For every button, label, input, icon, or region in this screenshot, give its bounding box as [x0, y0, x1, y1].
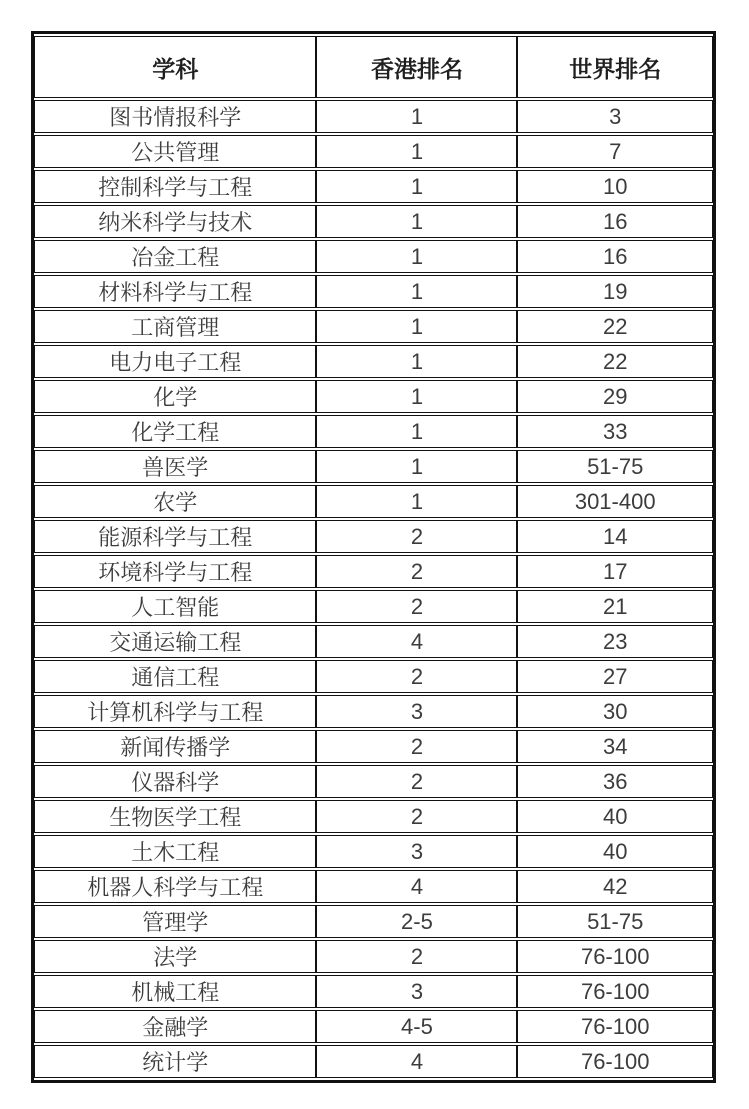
hk-rank-cell: 1 [316, 485, 517, 518]
subject-cell: 金融学 [34, 1010, 316, 1043]
table-row [34, 135, 713, 168]
subject-cell: 环境科学与工程 [34, 555, 316, 588]
hk-rank-cell: 3 [316, 975, 517, 1008]
subject-cell: 交通运输工程 [34, 625, 316, 658]
world-rank-cell: 22 [517, 310, 713, 343]
world-rank-cell: 51-75 [517, 450, 713, 483]
table-row [34, 765, 713, 798]
subject-cell: 控制科学与工程 [34, 170, 316, 203]
subject-cell: 计算机科学与工程 [34, 695, 316, 728]
header-row [34, 36, 713, 98]
hk-rank-cell: 1 [316, 205, 517, 238]
world-rank-cell: 40 [517, 835, 713, 868]
header-hk-rank: 香港排名 [316, 36, 517, 98]
world-rank-cell: 17 [517, 555, 713, 588]
table-row [34, 835, 713, 868]
table-row [34, 380, 713, 413]
world-rank-cell: 76-100 [517, 1010, 713, 1043]
world-rank-cell: 301-400 [517, 485, 713, 518]
hk-rank-cell: 2 [316, 660, 517, 693]
world-rank-cell: 16 [517, 240, 713, 273]
hk-rank-cell: 1 [316, 135, 517, 168]
hk-rank-cell: 4 [316, 1045, 517, 1078]
subject-cell: 冶金工程 [34, 240, 316, 273]
world-rank-cell: 7 [517, 135, 713, 168]
hk-rank-cell: 4 [316, 625, 517, 658]
subject-cell: 电力电子工程 [34, 345, 316, 378]
world-rank-cell: 14 [517, 520, 713, 553]
hk-rank-cell: 2 [316, 590, 517, 623]
table-row [34, 415, 713, 448]
world-rank-cell: 3 [517, 100, 713, 133]
world-rank-cell: 10 [517, 170, 713, 203]
hk-rank-cell: 3 [316, 835, 517, 868]
hk-rank-cell: 4-5 [316, 1010, 517, 1043]
hk-rank-cell: 4 [316, 870, 517, 903]
world-rank-cell: 76-100 [517, 940, 713, 973]
table-row [34, 345, 713, 378]
subject-cell: 图书情报科学 [34, 100, 316, 133]
world-rank-cell: 22 [517, 345, 713, 378]
subject-cell: 化学工程 [34, 415, 316, 448]
hk-rank-cell: 1 [316, 170, 517, 203]
hk-rank-cell: 1 [316, 345, 517, 378]
table-row [34, 975, 713, 1008]
table-row [34, 520, 713, 553]
subject-cell: 机械工程 [34, 975, 316, 1008]
world-rank-cell: 76-100 [517, 1045, 713, 1078]
subject-cell: 农学 [34, 485, 316, 518]
subject-cell: 机器人科学与工程 [34, 870, 316, 903]
header-world-rank: 世界排名 [517, 36, 713, 98]
table-row [34, 870, 713, 903]
world-rank-cell: 51-75 [517, 905, 713, 938]
subject-cell: 新闻传播学 [34, 730, 316, 763]
table-row [34, 555, 713, 588]
subject-cell: 工商管理 [34, 310, 316, 343]
table-row [34, 310, 713, 343]
subject-cell: 统计学 [34, 1045, 316, 1078]
table-row [34, 905, 713, 938]
hk-rank-cell: 3 [316, 695, 517, 728]
world-rank-cell: 76-100 [517, 975, 713, 1008]
subject-cell: 仪器科学 [34, 765, 316, 798]
world-rank-cell: 21 [517, 590, 713, 623]
subject-cell: 法学 [34, 940, 316, 973]
world-rank-cell: 36 [517, 765, 713, 798]
hk-rank-cell: 1 [316, 240, 517, 273]
hk-rank-cell: 2 [316, 940, 517, 973]
table-row [34, 485, 713, 518]
subject-cell: 通信工程 [34, 660, 316, 693]
table-row [34, 730, 713, 763]
table-body [34, 100, 713, 1078]
world-rank-cell: 29 [517, 380, 713, 413]
hk-rank-cell: 2 [316, 555, 517, 588]
world-rank-cell: 34 [517, 730, 713, 763]
table-row [34, 940, 713, 973]
world-rank-cell: 40 [517, 800, 713, 833]
table-row [34, 170, 713, 203]
subject-cell: 人工智能 [34, 590, 316, 623]
hk-rank-cell: 2 [316, 765, 517, 798]
subject-cell: 生物医学工程 [34, 800, 316, 833]
world-rank-cell: 30 [517, 695, 713, 728]
world-rank-cell: 16 [517, 205, 713, 238]
subject-cell: 材料科学与工程 [34, 275, 316, 308]
table-row [34, 1045, 713, 1078]
world-rank-cell: 27 [517, 660, 713, 693]
table-row [34, 240, 713, 273]
world-rank-cell: 23 [517, 625, 713, 658]
subject-cell: 土木工程 [34, 835, 316, 868]
table-row [34, 100, 713, 133]
hk-rank-cell: 1 [316, 310, 517, 343]
subject-cell: 兽医学 [34, 450, 316, 483]
table-row [34, 450, 713, 483]
subject-cell: 纳米科学与技术 [34, 205, 316, 238]
hk-rank-cell: 2-5 [316, 905, 517, 938]
hk-rank-cell: 2 [316, 730, 517, 763]
table-row [34, 660, 713, 693]
hk-rank-cell: 1 [316, 450, 517, 483]
table-row [34, 625, 713, 658]
table-row [34, 1010, 713, 1043]
hk-rank-cell: 1 [316, 100, 517, 133]
subject-cell: 能源科学与工程 [34, 520, 316, 553]
header-subject: 学科 [34, 36, 316, 98]
world-rank-cell: 19 [517, 275, 713, 308]
subject-cell: 公共管理 [34, 135, 316, 168]
table-row [34, 275, 713, 308]
table-row [34, 205, 713, 238]
subject-cell: 化学 [34, 380, 316, 413]
table-row [34, 590, 713, 623]
subject-cell: 管理学 [34, 905, 316, 938]
world-rank-cell: 42 [517, 870, 713, 903]
subject-rankings-table [31, 31, 716, 1083]
hk-rank-cell: 1 [316, 275, 517, 308]
hk-rank-cell: 1 [316, 380, 517, 413]
hk-rank-cell: 1 [316, 415, 517, 448]
world-rank-cell: 33 [517, 415, 713, 448]
table-row [34, 695, 713, 728]
hk-rank-cell: 2 [316, 800, 517, 833]
hk-rank-cell: 2 [316, 520, 517, 553]
table-row [34, 800, 713, 833]
